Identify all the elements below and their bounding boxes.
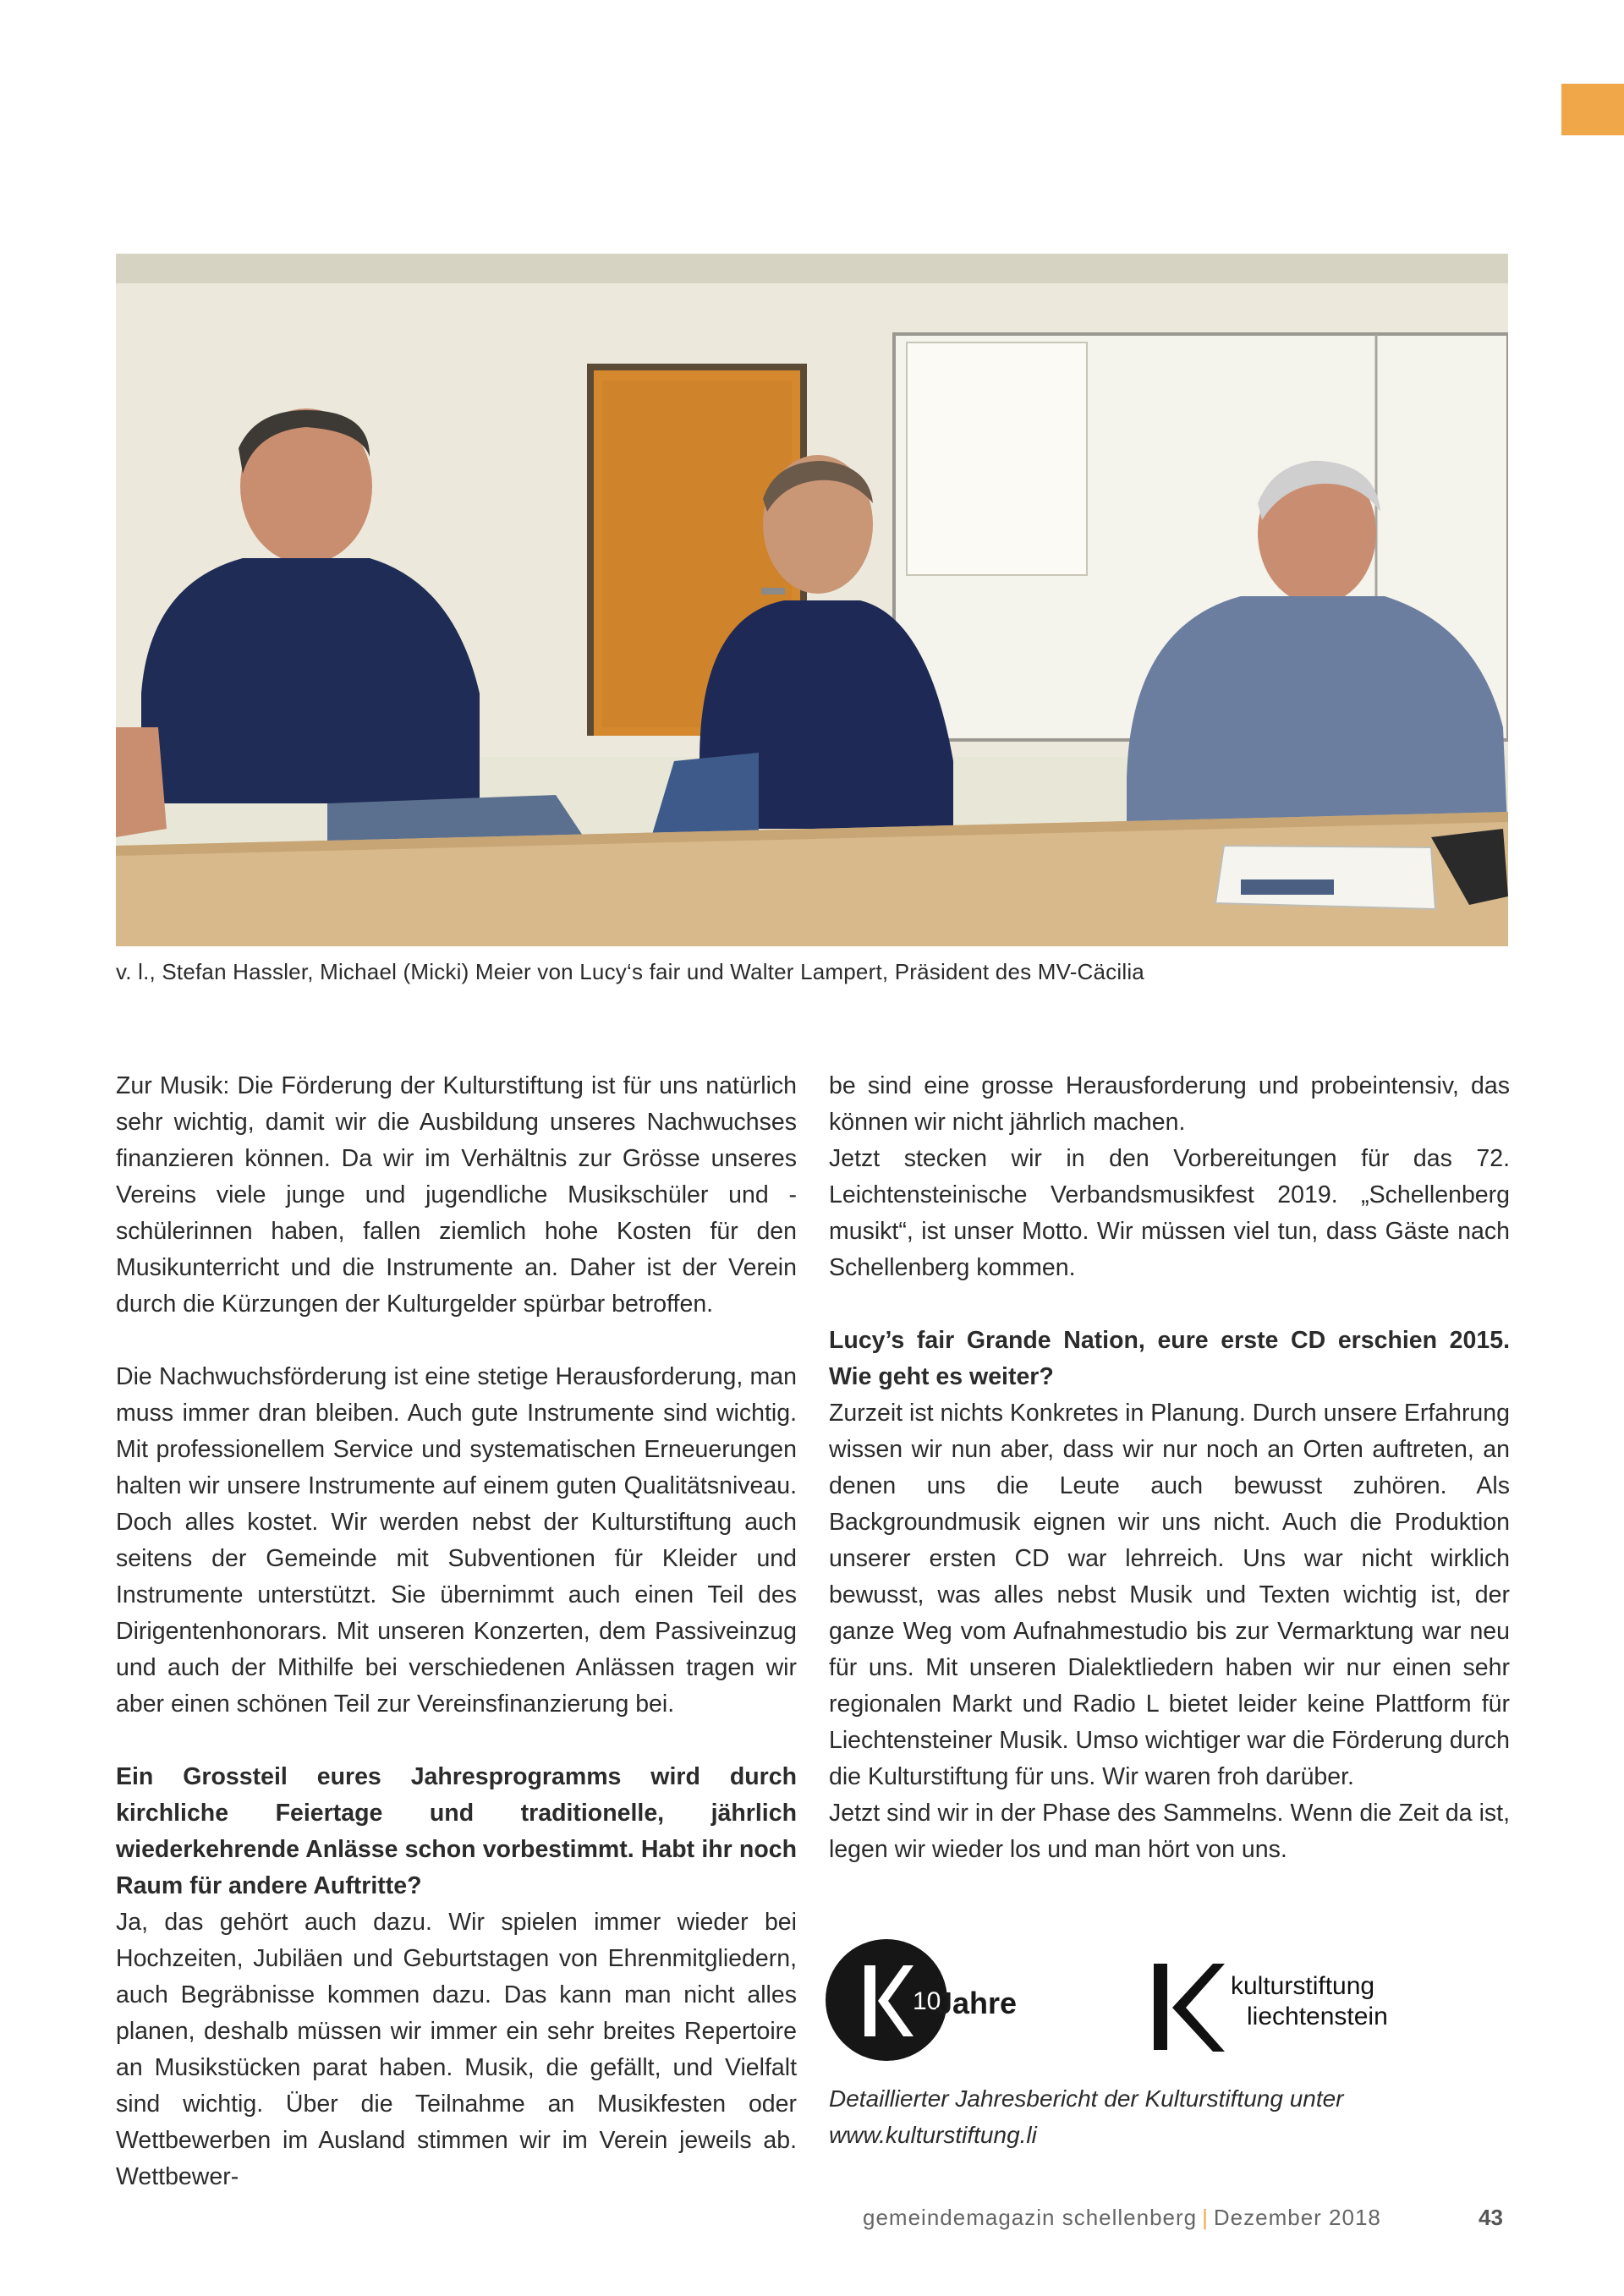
kulturstiftung-mark-icon bbox=[1154, 1964, 1230, 2057]
interview-photo bbox=[116, 254, 1508, 946]
paragraph: Ja, das gehört auch dazu. Wir spielen immer wieder bei Hochzeiten, Jubiläen und Geburtstagen von Ehrenmitgliedern, auch Begräbnisse kommen dazu. Das kann man nicht alles planen, deshalb müssen wir immer ein sehr breites Repertoire an Musikstücken parat haben. Musik, die gefällt, und Vielfalt sind wichtig. Über die Teilnahme an Musikfesten oder Wettbewerben im Ausland stimmen wir im Verein jeweils ab. Wettbewer- bbox=[116, 1909, 797, 2190]
report-note-text: Detaillierter Jahresbericht der Kulturstiftung unter bbox=[829, 2085, 1344, 2112]
paragraph: Die Nachwuchsförderung ist eine stetige Herausforderung, man muss immer dran bleiben. Auch gute Instrumente sind wichtig. Mit professionellem Service und systematischen Erneuerungen halten wir unsere Instrumente auf einem guten Qualitätsniveau. Doch alles kostet. Wir werden nebst der Kulturstiftung auch seitens der Gemeinde mit Subventionen für Kleider und Instrumente unterstützt. Sie übernimmt auch einen Teil des Dirigentenhonorars. Mit unseren Konzerten, dem Passiveinzug und auch der Mithilfe bei verschiedenen Anlässen tragen wir aber einen schönen Teil zur Vereinsfinanzierung bei. bbox=[116, 1363, 797, 1718]
magazine-name: gemeindemagazin schellenberg bbox=[863, 2205, 1198, 2230]
foundation-name-line2: liechtenstein bbox=[1247, 2003, 1388, 2030]
section-tab-marker bbox=[1561, 84, 1624, 135]
issue-date: Dezember 2018 bbox=[1213, 2205, 1381, 2230]
paragraph: Zurzeit ist nichts Konkretes in Planung. Durch unsere Erfahrung wissen wir nun aber, dass wir nur noch an Orten auftreten, an denen uns die Leute auch bewusst zuhören. Als Backgroundmusik eignen wir uns nicht. Auch die Produktion unserer ersten CD war lehrreich. Uns war nicht wirklich bewusst, was alles nebst Musik und Texten wichtig ist, der ganze Weg vom Aufnahmestudio bis zur Vermarktung war neu für uns. Mit unseren Dialektliedern haben wir nur einen sehr regionalen Markt und Radio L bietet leider keine Plattform für Liechtensteiner Musik. Umso wichtiger war die Förderung durch die Kulturstiftung für uns. Wir waren froh darüber. bbox=[829, 1400, 1510, 1790]
text-column-right bbox=[829, 1068, 1510, 1868]
photo-caption: v. l., Stefan Hassler, Michael (Micki) Meier von Lucy‘s fair und Walter Lampert, Präsident des MV-Cäcilia bbox=[116, 959, 1144, 984]
report-note-url: www.kulturstiftung.li bbox=[829, 2122, 1037, 2148]
interview-question: Lucy’s fair Grande Nation, eure erste CD erschien 2015. Wie geht es weiter? bbox=[829, 1327, 1510, 1390]
text-column-left bbox=[116, 1068, 797, 2195]
paragraph: Jetzt sind wir in der Phase des Sammelns. Wenn die Zeit da ist, legen wir wieder los und man hört von uns. bbox=[829, 1800, 1510, 1863]
foundation-name-line1: kulturstiftung bbox=[1231, 1972, 1375, 2000]
paragraph: Jetzt stecken wir in den Vorbereitungen für das 72. Leichtensteinische Verbandsmusikfest 2019. „Schellenberg musikt“, ist unser Motto. Wir müssen viel tun, dass Gäste nach Schellenberg kommen. bbox=[829, 1145, 1510, 1281]
anniversary-number: 10 bbox=[913, 1987, 941, 2015]
kulturstiftung-logo bbox=[1154, 1964, 1458, 2057]
anniversary-logo bbox=[826, 1938, 1045, 2065]
footer-separator: | bbox=[1202, 2205, 1209, 2230]
annual-report-note bbox=[829, 2080, 1510, 2153]
interview-question: Ein Grossteil eures Jahresprogramms wird durch kirchliche Feiertage und traditionelle, jährlich wiederkehrende Anlässe schon vorbestimmt. Habt ihr noch Raum für andere Auftritte? bbox=[116, 1763, 797, 1899]
paragraph: Zur Musik: Die Förderung der Kulturstiftung ist für uns natürlich sehr wichtig, damit wir die Ausbildung unseres Nachwuchses finanzieren können. Da wir im Verhältnis zur Grösse unseres Vereins viele junge und jugendliche Musikschüler und -schülerinnen haben, fallen ziemlich hohe Kosten für den Musikunterricht und die Instrumente an. Daher ist der Verein durch die Kürzungen der Kulturgelder spürbar betroffen. bbox=[116, 1072, 797, 1318]
anniversary-label: Jahre bbox=[935, 1986, 1018, 2020]
logo-area bbox=[826, 1938, 1519, 2082]
paragraph: be sind eine grosse Herausforderung und probeintensiv, das können wir nicht jährlich machen. bbox=[829, 1072, 1510, 1136]
page-number: 43 bbox=[1479, 2205, 1503, 2230]
page-footer bbox=[863, 2205, 1506, 2231]
